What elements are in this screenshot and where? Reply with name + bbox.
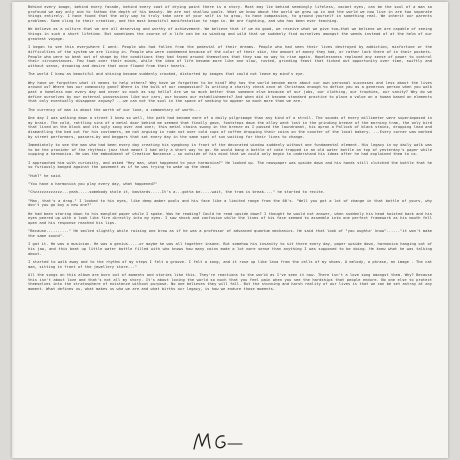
paper-edge-shadow <box>12 2 15 458</box>
paragraph: I started to walk away and to the rhythm of my steps I felt a groove. I felt a song, and it rose up like lava from the cells of my shoes. A melody, a phrase, an image - The cat man, sitting in front of the jewellery store..." <box>28 260 432 269</box>
paragraph: I approached him with curiosity, and asked "Hey man, what happened to your harmonica?" He looked up. The newspaper was upside down and his hands still clutched the bottle that he so furiously banged against the pavement as if he was trying to wake up the dead. <box>28 160 432 170</box>
paper-sheet <box>12 2 448 458</box>
paragraph: Immediately to see the man who had been every day creating his symphony in front of the decorated window suddenly without one fundamental element. His legacy in my daily walk was to be the provider of the rhythmic jazz that meant I had only a short way to go. He would bang a bottle of coke trapped in an old water bottle on top of yesterday's paper while cupping a harmonica. He was the embodiment of Creative Nonsense — so outside of his mind that we could only begin to understand his ideas after he had explained them to us. <box>28 143 432 157</box>
signature-graphic <box>190 430 250 452</box>
paragraph: "Man, that's a drag." I looked to his eyes, like deep amber pools and his face like a limited range from the 60's. "Well you got a lot of change in that bottle of yours, why don't you go buy a new one?" <box>28 198 432 208</box>
paragraph: I got it. He was a musician. He was a genius.....or maybe he was all together insane. But somehow his insanity to sit there every day, paper upside down, harmonica hanging out of his jaw, and this beat up little water bottle filled with who knows how many coins made a lot more sense than anything I was supposed to be doing. He knew what he was talking about. <box>28 242 432 256</box>
paragraph: The currency of man is about the worth of our love, a commentary of worth... <box>28 107 201 112</box>
paragraph: Why have we forgotten what it means to help others? Why have we forgotten to be kind? Why has the world become more about our own personal successes and less about the lives around us? Where has our community gone? Where is the bulk of our compassion? Is writing a charity check once at Christmas enough to define you as a generous person when you walk past a homeless man every day and never so much as say hello? Are we so much better than someone else because of our jobs, our clothing, our trophies, our vanity? Why do we define ourselves by our external possessions like our cars, our houses our establishments? And when did it become standard practice to place a value on a human based on elements that only eventually disappear anyway? ...we can not the soul in the space of seeking to appear so much more than we are. <box>28 80 432 104</box>
paragraph: "You have a harmonica you play every day, what happened?" <box>28 182 158 187</box>
paragraph: One day I was walking down a street I knew so well, the path had become more of a daily pilgrimage than any kind of a stroll. The sounds of every millimeter were superimposed in my brain. The cold, rattling sins of a metal door behind me seemed that finally gave, footsteps down the alley went lost in the grinding breeze of the morning tram, the only bird that lived on the block and its ugly song over and over, this metal chains swung in the breeze as I passed the laundromat, his apron a Pollock of black stains, dropping lead and dismantling the bed out for his customers, me not arguing in rude not over cold cups of coffee dropping their coins on the counter of the local bakery. ...Every corner was marked by street performers, passers-by and beggars that sat every day in the same spot of sun waiting for their lives to change. <box>28 115 432 139</box>
paragraph: We believe as a culture that we are all deserving and worthy of achievement. We believe that if we do good, we receive what we give too—that we believe we are capable of seeing things in such a short lifetime. But sometimes the course of a life can be so winding and wild that we suddenly find ourselves amongst the weeds instead of at the helm of our greatest voyage. <box>28 27 432 41</box>
paragraph: "Chzzzzzzzzzzzz...yeah.....somebody stole it, bastards.....It's a...gotta be.....wait, the tram is break...." he started to recite. <box>28 190 326 195</box>
paragraph: "Huh?" he said. <box>28 173 63 178</box>
paragraph: I began to see this everywhere I went. People who had fallen from the pedestal of their dreams. People who had seen their lives destroyed by addiction, misfortune or the difficulties of the system we are living in. People who were condemned because of the color of their skin, the amount of money they had, or rather lack there of in their pockets. People who were so beat out of shape by the conditions they had faced around themselves that they saw no way to rise again. Hopelessness replaced any sense of power to control their circumstances. Few took over their minds, while the idea of life became more like one slow, rusted, grinding feast that ticked out opportunity over time, swiftly and without sense, drowning and desire that once flowed from their hearts. <box>28 45 432 68</box>
paragraph: Behind every image, behind every facade, behind every coat of drying paint there is a story. Most may lie behind seemingly lifeless, vacant eyes, can be the soul of a man so profound we may only aim to fathom the depth of his beauty. We are not shallow pools. What we know about the world we grew up in and the world we now live in are two separate things entirely. I have found that the only way to truly take care of your self is to grow, to have compassion, to ground yourself in something real. We inherit our parents problems. Some cling to their creation, and the most beautiful manifestation to rage in. We are fighting, and who has been ever teaching. <box>28 5 432 24</box>
paragraph: "Because.........." He smiled slightly while raising one brow as if he was a professor of advanced quantum mechanics. He said that look of "you oughta' know"......"it won't make the same sound". <box>28 229 432 239</box>
letter-body <box>28 5 432 292</box>
paragraph: All the songs on this album are born out of moments and stories like this. They're reactions to the world as I've seen it now. There isn't a love song amongst them. Why? Because this isn't about love and that's not all my story. It's about loving the world so much that you feel pain when you see the hardships that people endure. No one else to protect themselves into the stratosphere of existence without purpose. No one believes they will fall. But the stunning and harsh reality of our lives is that we can be set astray at any moment. What defines us, what makes us who we are and what births our legacy, is how we endure those moments. <box>28 273 432 292</box>
paragraph: He had been staring down to his mangled paper while I spoke. Was he reading? Could he read upside down? I thought he would not answer, when suddenly his head hoisted back and his eyes peered up with a look like fire directly into my eyes. I saw shock and confusion while the lines of his face seemed to assemble into one perfect framework as his mouth fell open and his response reached his lips. <box>28 211 432 226</box>
paragraph: The world I knew as beautiful and shining became suddenly crooked, distorted by images that could not leave my mind's eye. <box>28 72 305 77</box>
handwritten-signature <box>190 430 250 452</box>
